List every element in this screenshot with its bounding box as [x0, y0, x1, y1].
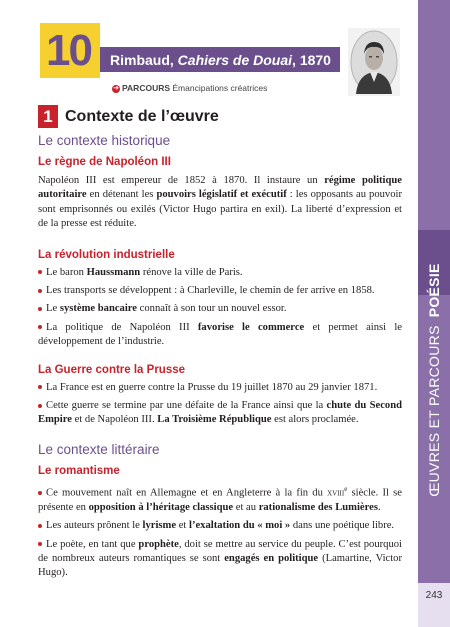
list-item: Le poète, en tant que prophète, doit se mettre au service du peuple. C’est pourquoi de nombreux auteurs romantiques se sont engagés en politique (Lamartine, Victor Hugo). [38, 538, 403, 579]
paragraph-napoleon: Napoléon III est empereur de 1852 à 1870. Il instaure un régime politique autoritaire en détenant les pouvoirs législatif et exécutif : les opposants au pouvoir sont emprisonnés ou exilés (Victor Hugo partira en exil). La liberté d’expression et de la presse est réduite. [38, 175, 402, 230]
list-item: Le baron Haussmann rénove la ville de Paris. [38, 266, 402, 280]
bullet-icon [38, 542, 42, 546]
side-tab-label: ŒUVRES ET PARCOURSPOÉSIE [426, 263, 442, 497]
list-item: Ce mouvement naît en Allemagne et en Angleterre à la fin du xviii$^e$ siècle. Il se présente en opposition à l’héritage classique et au rationalisme des Lumières. [38, 484, 402, 513]
chapter-title: Rimbaud, Cahiers de Douai, 1870 [110, 52, 331, 68]
heading-napoleon: Le règne de Napoléon III [38, 156, 171, 168]
bullet-icon [38, 307, 42, 311]
list-item: Les transports se développent : à Charleville, le chemin de fer arrive en 1858. [38, 284, 402, 298]
list-item: Le système bancaire connaît à son tour un nouvel essor. [38, 302, 402, 316]
heading-contexte-historique: Le contexte historique [38, 133, 171, 148]
heading-contexte-litteraire: Le contexte littéraire [38, 441, 160, 457]
list-item: La politique de Napoléon III favorise le commerce et permet ainsi le développement de l’industrie. [38, 321, 402, 348]
page-number: 243 [425, 590, 443, 601]
bullet-icon [38, 289, 42, 293]
author-portrait-image [348, 28, 400, 96]
bullet-icon [38, 270, 42, 274]
list-item: Cette guerre se termine par une défaite de la France ainsi que la chute du Second Empire et de Napoléon III. La Troisième République est alors proclamée. [38, 400, 403, 426]
bullet-icon [38, 325, 42, 329]
bullet-icon [38, 524, 42, 528]
section-title: Contexte de l’œuvre [65, 108, 219, 125]
heading-revolution: La révolution industrielle [38, 248, 175, 261]
bullet-icon [38, 491, 42, 495]
list-item: La France est en guerre contre la Prusse du 19 juillet 1870 au 29 janvier 1871. [38, 381, 402, 395]
list-item: Les auteurs prônent le lyrisme et l’exaltation du « moi » dans une poétique libre. [38, 519, 402, 533]
arrow-right-icon: ➔ [113, 84, 119, 92]
bullet-icon [38, 404, 42, 408]
section-number: 1 [38, 105, 58, 128]
main-content [38, 132, 402, 581]
bullet-icon [38, 385, 42, 389]
heading-romantisme: Le romantisme [38, 464, 120, 477]
parcours-line: ➔ PARCOURS Émancipations créatrices [113, 83, 268, 93]
heading-guerre: La Guerre contre la Prusse [38, 363, 186, 376]
chapter-number: 10 [46, 26, 91, 75]
